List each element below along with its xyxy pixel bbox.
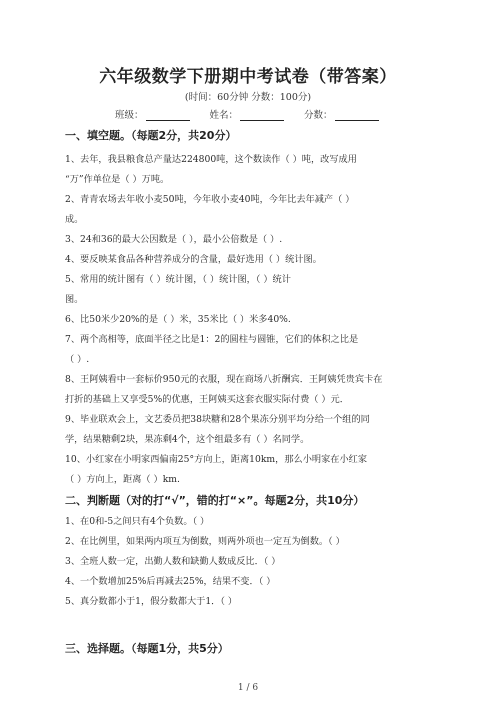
name-field[interactable] (210, 107, 285, 121)
class-field[interactable] (115, 107, 190, 121)
score-blank[interactable] (335, 110, 379, 121)
question-line: 图。 (65, 294, 84, 305)
fill-question (65, 150, 437, 190)
judge-question (65, 512, 437, 532)
question-line: 打折的基础上又享受5%的优惠，王阿姨买这套衣服实际付费（ ）元． (65, 394, 349, 405)
class-label: 班级： (115, 110, 144, 121)
name-blank[interactable] (240, 110, 284, 121)
section-judge-heading: 二、判断题（对的打“√”，错的打“×”。每题2分，共10分） (65, 494, 365, 507)
page-number: 1 / 6 (237, 683, 259, 693)
score-label: 分数： (304, 110, 333, 121)
student-info-fields (115, 107, 379, 121)
question-line: （ ）方向上，距离（ ）km. (65, 474, 180, 485)
judge-question (65, 592, 437, 612)
question-line: 9、毕业联欢会上，文艺委员把38块糖和28个果冻分别平均分给一个组的同 (65, 414, 370, 425)
judge-question (65, 552, 437, 572)
question-line: 2、在比例里，如果两内项互为倒数，则两外项也一定互为倒数。（ ） (65, 536, 345, 547)
question-line: “万”作单位是（ ）万吨。 (65, 174, 170, 185)
fill-question (65, 370, 437, 410)
fill-question (65, 250, 437, 270)
question-line: （ ）. (65, 354, 90, 365)
fill-question (65, 230, 437, 250)
fill-question (65, 410, 437, 450)
question-line: 2、青青农场去年收小麦50吨，今年收小麦40吨，今年比去年减产（ ） (65, 194, 355, 205)
question-line: 8、王阿姨看中一套标价950元的衣服，现在商场八折酬宾．王阿姨凭贵宾卡在 (65, 374, 383, 385)
class-blank[interactable] (146, 110, 190, 121)
judge-question (65, 532, 437, 552)
time-score-info: (时间：60分钟 分数：100分) (184, 92, 312, 103)
fill-question (65, 450, 437, 490)
question-line: 5、真分数都小于1，假分数都大于1．（ ） (65, 596, 238, 607)
name-label: 姓名： (209, 110, 239, 121)
question-line: 学，结果糖剩2块，果冻剩4个，这个组最多有（ ）名同学。 (65, 434, 310, 445)
fill-question (65, 190, 437, 230)
fill-question (65, 270, 437, 310)
question-line: 10、小红家在小明家西偏南25°方向上，距离10km，那么小明家在小红家 (65, 454, 368, 465)
question-line: 5、常用的统计图有（ ）统计图，（ ）统计图，（ ）统计 (65, 274, 291, 285)
section-choice-heading: 三、选择题。（每题1分，共5分） (65, 642, 229, 655)
score-field[interactable] (304, 107, 379, 121)
section-fill-heading: 一、填空题。（每题2分，共20分） (65, 129, 237, 142)
question-line: 1、去年，我县粮食总产量达224800吨，这个数读作（ ）吨，改写成用 (65, 154, 357, 165)
question-line: 7、两个高相等，底面半径之比是1：2的圆柱与圆锥，它们的体积之比是 (65, 334, 359, 345)
fill-question (65, 310, 437, 330)
question-line: 1、在0和-5之间只有4个负数。（ ） (65, 516, 210, 527)
fill-question (65, 330, 437, 370)
question-line: 4、一个数增加25%后再减去25%，结果不变．（ ） (65, 576, 276, 587)
question-line: 成。 (65, 214, 84, 225)
question-line: 4、要反映某食品各种营养成分的含量，最好选用（ ）统计图。 (65, 254, 322, 265)
question-line: 3、全班人数一定，出勤人数和缺勤人数成反比．（ ） (65, 556, 281, 567)
page-title: 六年级数学下册期中考试卷（带答案） (99, 67, 397, 87)
question-line: 6、比50米少20%的是（ ）米，35米比（ ）米多40%. (65, 314, 291, 325)
judge-question (65, 572, 437, 592)
question-line: 3、24和36的最大公因数是（ ），最小公倍数是（ ）. (65, 234, 283, 245)
